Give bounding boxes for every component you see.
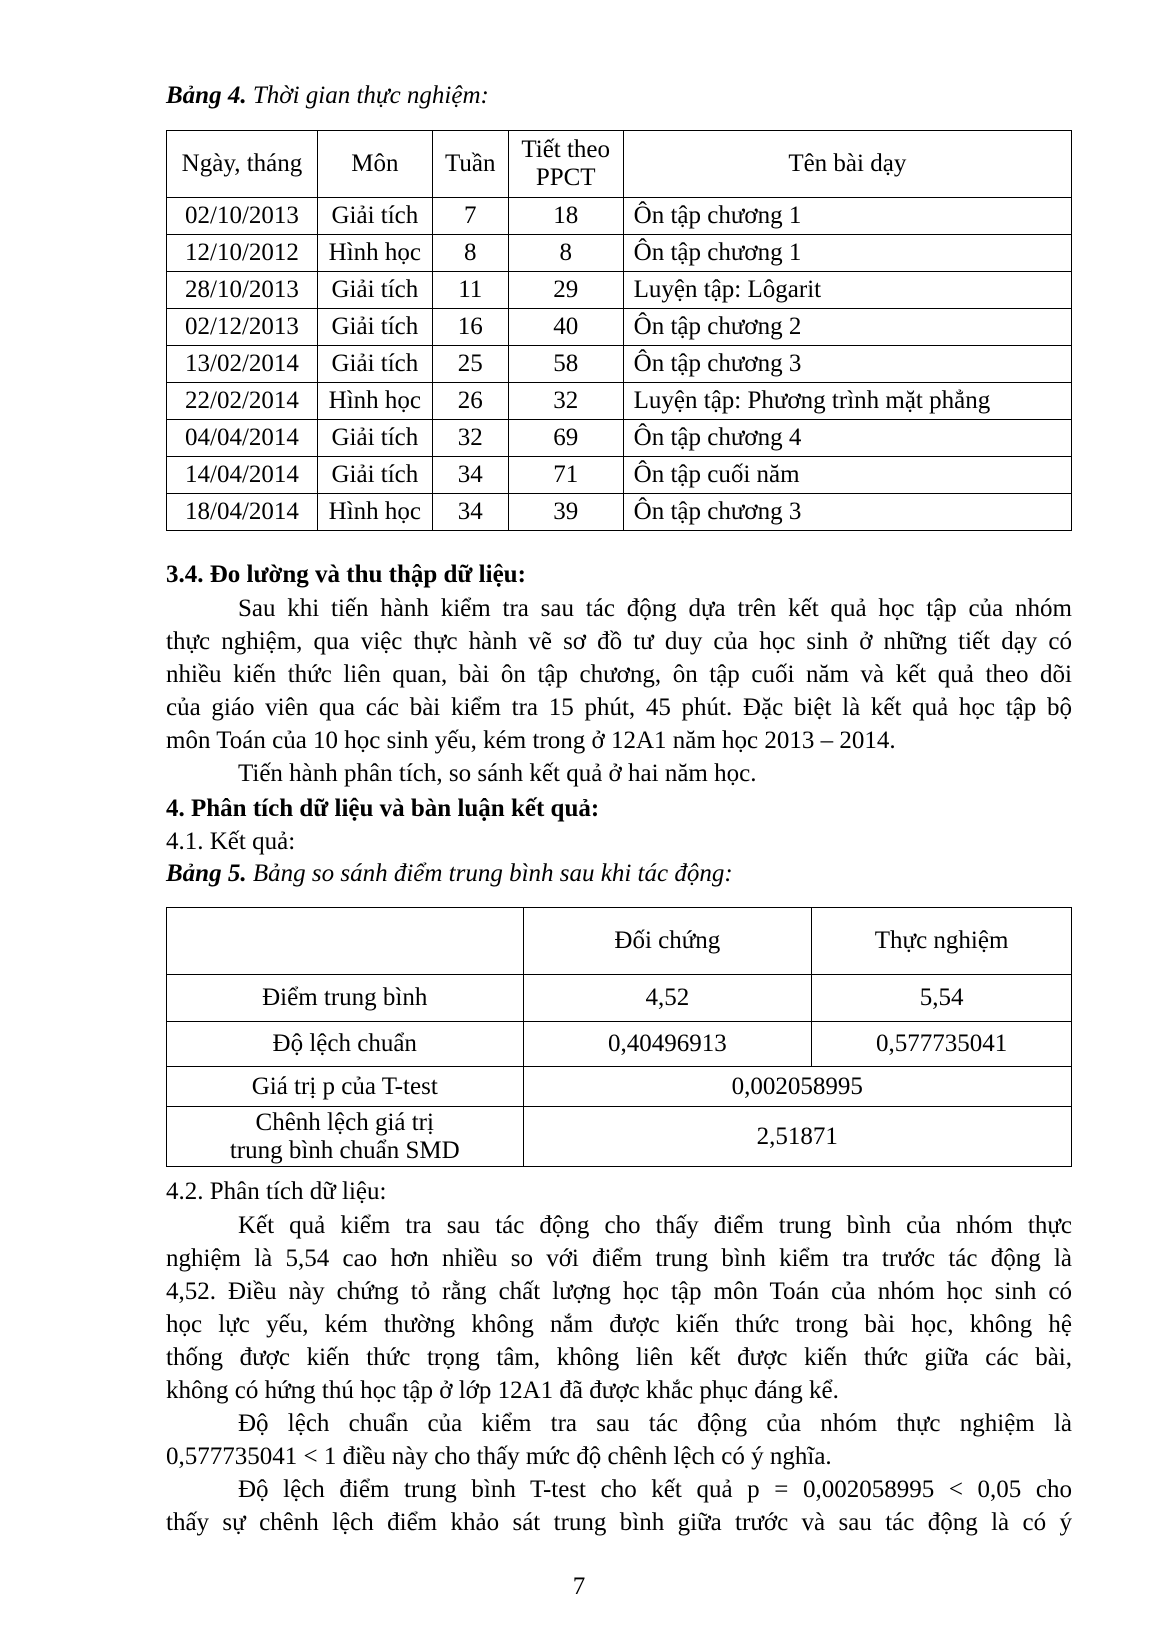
- table-row: [167, 1067, 1072, 1107]
- cell-lesson: Ôn tập chương 2: [623, 309, 1071, 346]
- table-row: [167, 198, 1072, 235]
- table-row: [167, 457, 1072, 494]
- table-row: [167, 420, 1072, 457]
- cell-week: 8: [432, 235, 508, 272]
- cell-week: 32: [432, 420, 508, 457]
- text-line: môn Toán của 10 học sinh yếu, kém trong ở 12A1 năm học 2013 – 2014.: [166, 727, 896, 754]
- table4-caption: Bảng 4. Thời gian thực nghiệm:: [166, 82, 489, 109]
- table-row: [167, 383, 1072, 420]
- cell-week: 7: [432, 198, 508, 235]
- cell-lesson: Luyện tập: Phương trình mặt phẳng: [623, 383, 1071, 420]
- cell-lesson: Ôn tập cuối năm: [623, 457, 1071, 494]
- cell-subject: Giải tích: [317, 198, 432, 235]
- table-header-row: [167, 131, 1072, 198]
- cell-date: 18/04/2014: [167, 494, 318, 531]
- text-line: nghiệm là 5,54 cao hơn nhiều so với điểm trung bình kiểm tra trước tác động là: [166, 1245, 1072, 1272]
- section-3-4-heading: 3.4. Đo lường và thu thập dữ liệu:: [166, 561, 526, 588]
- cell-date: 12/10/2012: [167, 235, 318, 272]
- text-line: Kết quả kiểm tra sau tác động cho thấy điểm trung bình của nhóm thực: [238, 1212, 1072, 1239]
- col-header-date: Ngày, tháng: [167, 131, 318, 198]
- text-line: Độ lệch chuẩn của kiểm tra sau tác động của nhóm thực nghiệm là: [238, 1410, 1072, 1437]
- header-empty-cell: [167, 908, 524, 975]
- cell-lesson: Luyện tập: Lôgarit: [623, 272, 1071, 309]
- table-row: [167, 494, 1072, 531]
- score-comparison-table: [166, 907, 1072, 1167]
- cell-period: 58: [508, 346, 623, 383]
- text-line: học lực yếu, kém thường không nắm được kiến thức trong bài học, không hệ: [166, 1311, 1072, 1338]
- cell-date: 14/04/2014: [167, 457, 318, 494]
- table-row: [167, 1107, 1072, 1167]
- col-header-subject: Môn: [317, 131, 432, 198]
- col-header-lesson: Tên bài dạy: [623, 131, 1071, 198]
- cell-date: 13/02/2014: [167, 346, 318, 383]
- text-line: thống được kiến thức trọng tâm, không liên kết được kiến thức giữa các bài,: [166, 1344, 1072, 1371]
- cell-subject: Giải tích: [317, 420, 432, 457]
- table-row: [167, 346, 1072, 383]
- section-4-heading: 4. Phân tích dữ liệu và bàn luận kết quả:: [166, 795, 600, 822]
- section-4-1-heading: 4.1. Kết quả:: [166, 828, 296, 855]
- cell-experiment-mean: 5,54: [812, 975, 1072, 1022]
- cell-period: 18: [508, 198, 623, 235]
- text-line: 4,52. Điều này chứng tỏ rằng chất lượng học tập môn Toán của nhóm học sinh có: [166, 1278, 1072, 1305]
- cell-lesson: Ôn tập chương 3: [623, 494, 1071, 531]
- text-line: thấy sự chênh lệch điểm khảo sát trung bình giữa trước và sau tác động là có ý: [166, 1509, 1072, 1536]
- cell-control-std: 0,40496913: [523, 1022, 812, 1067]
- cell-week: 26: [432, 383, 508, 420]
- cell-subject: Giải tích: [317, 309, 432, 346]
- experiment-schedule-table: [166, 130, 1072, 531]
- cell-date: 22/02/2014: [167, 383, 318, 420]
- section-4-2-paragraph: [166, 1209, 1072, 1539]
- cell-period: 29: [508, 272, 623, 309]
- section-3-4-paragraph: [166, 592, 1072, 790]
- cell-week: 25: [432, 346, 508, 383]
- cell-lesson: Ôn tập chương 3: [623, 346, 1071, 383]
- cell-period: 8: [508, 235, 623, 272]
- table-row: [167, 309, 1072, 346]
- cell-date: 02/10/2013: [167, 198, 318, 235]
- table-row: [167, 975, 1072, 1022]
- text-line: của giáo viên qua các bài kiểm tra 15 phút, 45 phút. Đặc biệt là kết quả học tập bộ: [166, 694, 1072, 721]
- section-4-2-heading: 4.2. Phân tích dữ liệu:: [166, 1178, 387, 1205]
- cell-period: 32: [508, 383, 623, 420]
- cell-period: 40: [508, 309, 623, 346]
- cell-subject: Hình học: [317, 383, 432, 420]
- cell-week: 16: [432, 309, 508, 346]
- text-line: không có hứng thú học tập ở lớp 12A1 đã được khắc phục đáng kể.: [166, 1377, 839, 1404]
- cell-lesson: Ôn tập chương 1: [623, 198, 1071, 235]
- cell-period: 69: [508, 420, 623, 457]
- table-row: [167, 1022, 1072, 1067]
- cell-subject: Hình học: [317, 494, 432, 531]
- row-label-ttest: Giá trị p của T-test: [167, 1067, 524, 1107]
- page-number: 7: [572, 1573, 586, 1600]
- text-line: nhiều kiến thức liên quan, bài ôn tập chương, ôn tập cuối năm và kết quả theo dõi: [166, 661, 1072, 688]
- row-label-std: Độ lệch chuẩn: [167, 1022, 524, 1067]
- cell-subject: Giải tích: [317, 272, 432, 309]
- table-row: [167, 235, 1072, 272]
- cell-control-mean: 4,52: [523, 975, 812, 1022]
- text-line: Độ lệch điểm trung bình T-test cho kết quả p = 0,002058995 < 0,05 cho: [238, 1476, 1072, 1503]
- col-header-week: Tuần: [432, 131, 508, 198]
- row-label-smd: Chênh lệch giá trị trung bình chuẩn SMD: [167, 1107, 524, 1167]
- cell-week: 34: [432, 457, 508, 494]
- cell-week: 34: [432, 494, 508, 531]
- table5-caption: Bảng 5. Bảng so sánh điểm trung bình sau khi tác động:: [166, 860, 733, 887]
- cell-week: 11: [432, 272, 508, 309]
- cell-date: 04/04/2014: [167, 420, 318, 457]
- cell-experiment-std: 0,577735041: [812, 1022, 1072, 1067]
- cell-subject: Giải tích: [317, 346, 432, 383]
- cell-subject: Hình học: [317, 235, 432, 272]
- text-line: Sau khi tiến hành kiểm tra sau tác động dựa trên kết quả học tập của nhóm: [238, 595, 1072, 622]
- text-line: Tiến hành phân tích, so sánh kết quả ở hai năm học.: [238, 760, 757, 787]
- row-label-mean: Điểm trung bình: [167, 975, 524, 1022]
- table-row: [167, 272, 1072, 309]
- col-header-period: Tiết theo PPCT: [508, 131, 623, 198]
- cell-lesson: Ôn tập chương 1: [623, 235, 1071, 272]
- table-header-row: [167, 908, 1072, 975]
- cell-period: 39: [508, 494, 623, 531]
- cell-subject: Giải tích: [317, 457, 432, 494]
- cell-smd-value: 2,51871: [523, 1107, 1072, 1167]
- cell-date: 02/12/2013: [167, 309, 318, 346]
- text-line: 0,577735041 < 1 điều này cho thấy mức độ chênh lệch có ý nghĩa.: [166, 1443, 832, 1470]
- col-header-experiment: Thực nghiệm: [812, 908, 1072, 975]
- cell-ttest-value: 0,002058995: [523, 1067, 1072, 1107]
- cell-date: 28/10/2013: [167, 272, 318, 309]
- cell-period: 71: [508, 457, 623, 494]
- col-header-control: Đối chứng: [523, 908, 812, 975]
- text-line: thực nghiệm, qua việc thực hành vẽ sơ đồ tư duy của học sinh ở những tiết dạy có: [166, 628, 1072, 655]
- cell-lesson: Ôn tập chương 4: [623, 420, 1071, 457]
